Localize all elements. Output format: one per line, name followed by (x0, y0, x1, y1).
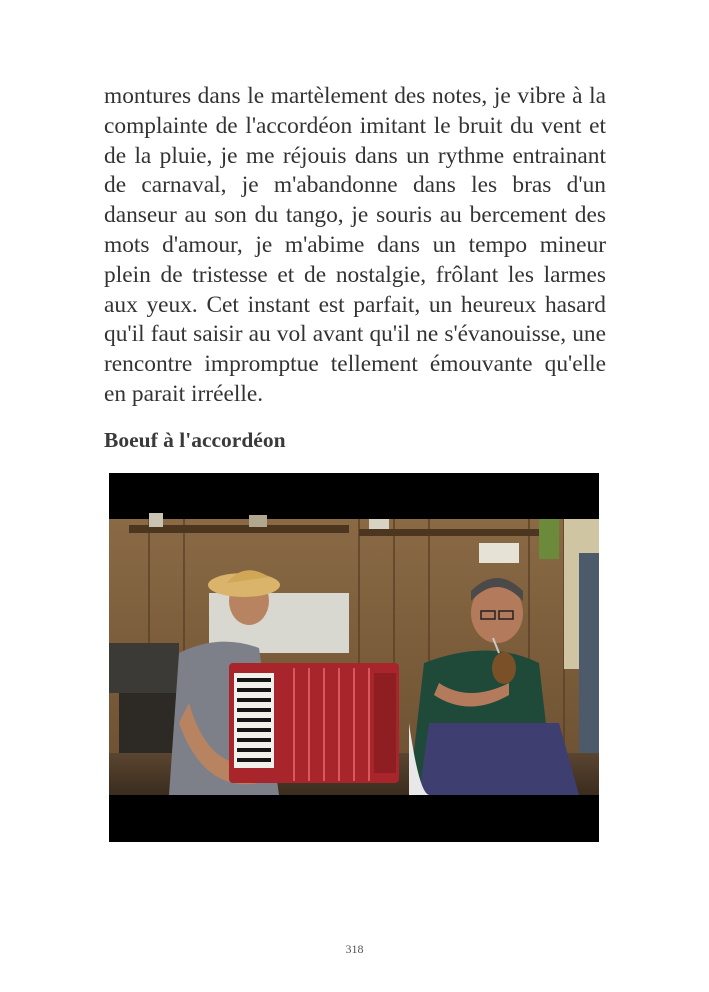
body-line: danseur au son du tango, je souris au bercement des (104, 202, 606, 229)
body-line: complainte de l'accordéon imitant le bruit du vent et (104, 112, 606, 139)
body-line: montures dans le martèlement des notes, je vibre à la (104, 83, 606, 109)
body-line: en parait irréelle. (104, 380, 264, 407)
body-line: qu'il faut saisir au vol avant qu'il ne s'évanouisse, une (104, 321, 606, 348)
video-still-image (109, 473, 599, 842)
body-line: plein de tristesse et de nostalgie, frôlant les larmes (104, 261, 606, 288)
page-number: 318 (345, 942, 364, 956)
body-line: de la pluie, je me réjouis dans un rythme entrainant (104, 142, 606, 169)
body-line: aux yeux. Cet instant est parfait, un heureux hasard (104, 291, 606, 318)
video-scene-illustration (109, 473, 599, 842)
body-line: rencontre impromptue tellement émouvante qu'elle (104, 351, 606, 378)
section-heading: Boeuf à l'accordéon (104, 428, 286, 452)
body-paragraph (104, 82, 606, 410)
body-line: de carnaval, je m'abandonne dans les bras d'un (104, 172, 606, 199)
body-line: mots d'amour, je m'abime dans un tempo mineur (104, 231, 606, 258)
